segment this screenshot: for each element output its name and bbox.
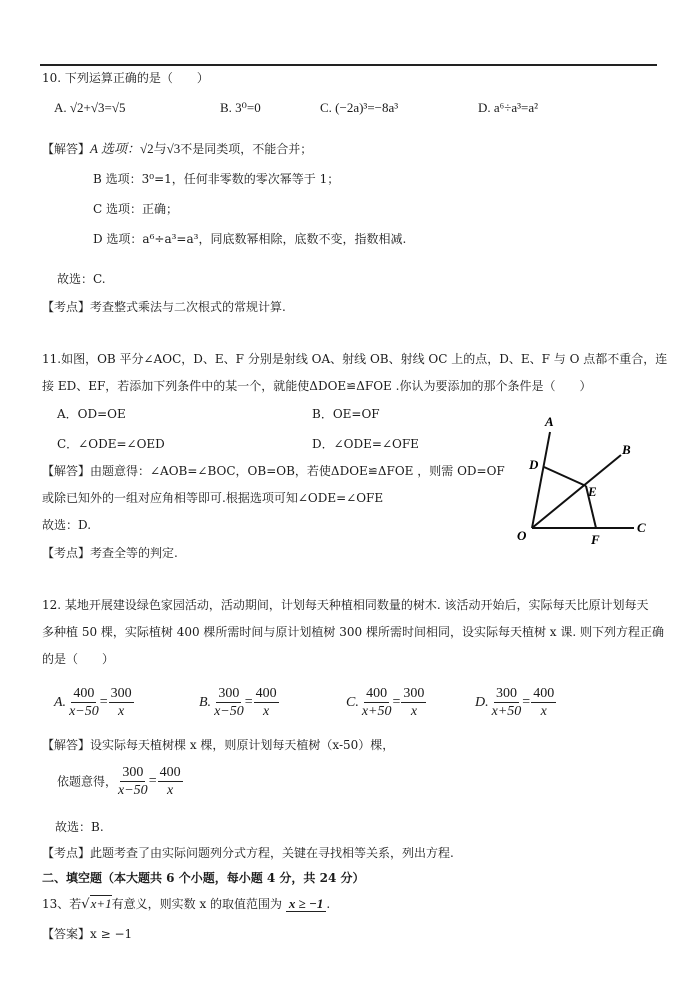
numerator: 300 bbox=[403, 686, 425, 701]
q10-stem: 10. 下列运算正确的是（ ） bbox=[42, 71, 209, 85]
equals: = bbox=[148, 773, 157, 789]
q10-answer-b: B 选项：3⁰=1，任何非零数的零次幂等于 1； bbox=[93, 172, 340, 186]
q11-option-d: D．∠ODE=∠OFE bbox=[312, 437, 419, 451]
q12-answer-1: 【解答】设实际每天植树棵 x 棵，则原计划每天植树（x-50）棵， bbox=[42, 738, 395, 752]
q11-stem-1: 11.如图，OB 平分∠AOC，D、E、F 分别是射线 OA、射线 OB、射线 OC 上的点，D、E、F 与 O 点都不重合，连 bbox=[42, 352, 668, 366]
label-c: C bbox=[637, 520, 646, 535]
denominator: x−50 bbox=[214, 704, 244, 719]
equals: = bbox=[392, 694, 401, 710]
q10-option-b: B. 3⁰=0 bbox=[220, 100, 261, 115]
q12-option-a bbox=[54, 685, 135, 720]
q12-choice: 故选：B. bbox=[55, 820, 104, 834]
label-d: D bbox=[529, 457, 539, 472]
denominator: x bbox=[166, 783, 174, 798]
denominator: x bbox=[540, 704, 547, 719]
ray-ob bbox=[532, 455, 621, 528]
q12-option-b bbox=[199, 685, 280, 720]
q13-blank-answer: x ≥ −1 bbox=[286, 896, 327, 912]
q13-middle: 有意义，则实数 x 的取值范围为 bbox=[111, 897, 283, 911]
numerator: 300 bbox=[218, 686, 240, 701]
q10-answer-c: C 选项：正确； bbox=[93, 202, 178, 216]
q12-stem-3: 的是（ ） bbox=[42, 652, 115, 666]
fraction bbox=[362, 685, 392, 720]
label-o: O bbox=[517, 528, 527, 543]
sqrt-icon: √ bbox=[81, 897, 90, 912]
q11-stem-2: 接 ED、EF，若添加下列条件中的某一个，就能使ΔDOE≌ΔFOE .你认为要添加的那个条件是（ ） bbox=[42, 379, 592, 393]
q12-point: 【考点】此题考查了由实际问题列分式方程，关键在寻找相等关系，列出方程. bbox=[42, 846, 454, 860]
denominator: x−50 bbox=[118, 783, 148, 798]
q12-stem-2: 多种植 50 棵，实际植树 400 棵所需时间与原计划植树 300 棵所需时间相同，设实际每天植树 x 课. 则下列方程正确 bbox=[42, 625, 664, 639]
fraction bbox=[158, 764, 183, 799]
q10-option-c: C. (−2a)³=−8a³ bbox=[320, 100, 399, 115]
q11-point: 【考点】考查全等的判定. bbox=[42, 546, 178, 560]
numerator: 400 bbox=[159, 765, 181, 780]
q13-answer: 【答案】x ≥ −1 bbox=[42, 927, 133, 941]
numerator: 400 bbox=[73, 686, 95, 701]
fraction bbox=[531, 685, 556, 720]
q11-option-a: A．OD=OE bbox=[57, 407, 126, 421]
q11-answer-2: 或除已知外的一组对应角相等即可.根据选项可知∠ODE=∠OFE bbox=[42, 491, 384, 505]
q10-option-d: D. a⁶÷a³=a² bbox=[478, 100, 538, 115]
q11-answer-1: 【解答】由题意得：∠AOB=∠BOC，OB=OB，若使ΔDOE≌ΔFOE ，则需 OD=OF bbox=[42, 464, 505, 478]
label-f: F bbox=[591, 532, 600, 547]
equals: = bbox=[244, 694, 253, 710]
denominator: x bbox=[410, 704, 418, 719]
label-b: B bbox=[622, 442, 631, 457]
fraction bbox=[254, 685, 279, 720]
fraction bbox=[214, 685, 244, 720]
answer-label: 【解答】 bbox=[42, 142, 91, 156]
q12-stem-1: 12. 某地开展建设绿色家园活动，活动期间，计划每天种植相同数量的树木. 该活动开始后，实际每天比原计划每天 bbox=[42, 598, 649, 612]
q12-answer-2 bbox=[57, 764, 184, 799]
segment-de bbox=[544, 467, 586, 486]
radicand: x+1 bbox=[90, 896, 112, 911]
option-label: D. bbox=[475, 694, 489, 710]
numerator: 400 bbox=[533, 686, 555, 701]
denominator: x−50 bbox=[69, 704, 99, 719]
numerator: 400 bbox=[255, 686, 277, 701]
fraction bbox=[401, 685, 426, 720]
numerator: 400 bbox=[366, 686, 388, 701]
q10-point: 【考点】考查整式乘法与二次根式的常规计算. bbox=[42, 300, 286, 314]
numerator: 300 bbox=[495, 686, 517, 701]
option-label: C. bbox=[346, 694, 359, 710]
fraction bbox=[492, 685, 522, 720]
option-label: A. bbox=[54, 694, 67, 710]
a-math: √2与√3 bbox=[139, 141, 181, 156]
denominator: x bbox=[118, 704, 125, 719]
q10-option-a: A. √2+√3=√5 bbox=[54, 100, 126, 115]
a-prefix: A 选项： bbox=[90, 141, 140, 156]
q10-answer-d: D 选项：a⁶÷a³=a³，同底数幂相除，底数不变，指数相减. bbox=[93, 232, 407, 246]
label-a: A bbox=[545, 414, 554, 429]
q11-option-b: B．OE=OF bbox=[312, 407, 380, 421]
q12-option-c bbox=[346, 685, 427, 720]
a-text: 不是同类项，不能合并； bbox=[180, 142, 313, 156]
q10-choice: 故选：C. bbox=[57, 272, 106, 286]
denominator: x bbox=[263, 704, 270, 719]
q13-stem: 13、若√x+1有意义，则实数 x 的取值范围为 x ≥ −1 . bbox=[42, 896, 331, 912]
fraction bbox=[118, 764, 148, 799]
equals: = bbox=[99, 694, 108, 710]
q12-option-d bbox=[475, 685, 557, 720]
answer-prefix: 依题意得， bbox=[57, 774, 118, 789]
q13-prefix: 13、若 bbox=[42, 897, 82, 911]
ray-oa bbox=[532, 432, 550, 528]
numerator: 300 bbox=[122, 765, 144, 780]
label-e: E bbox=[588, 484, 597, 499]
fraction bbox=[109, 685, 134, 720]
q11-option-c: C．∠ODE=∠OED bbox=[57, 437, 165, 451]
fraction bbox=[69, 685, 99, 720]
q11-choice: 故选：D. bbox=[42, 518, 92, 532]
denominator: x+50 bbox=[361, 704, 392, 719]
option-label: B. bbox=[199, 694, 212, 710]
section-title: 二、填空题（本大题共 6 个小题，每小题 4 分，共 24 分） bbox=[42, 871, 365, 885]
denominator: x+50 bbox=[491, 704, 522, 719]
numerator: 300 bbox=[110, 686, 132, 701]
equals: = bbox=[522, 694, 531, 710]
